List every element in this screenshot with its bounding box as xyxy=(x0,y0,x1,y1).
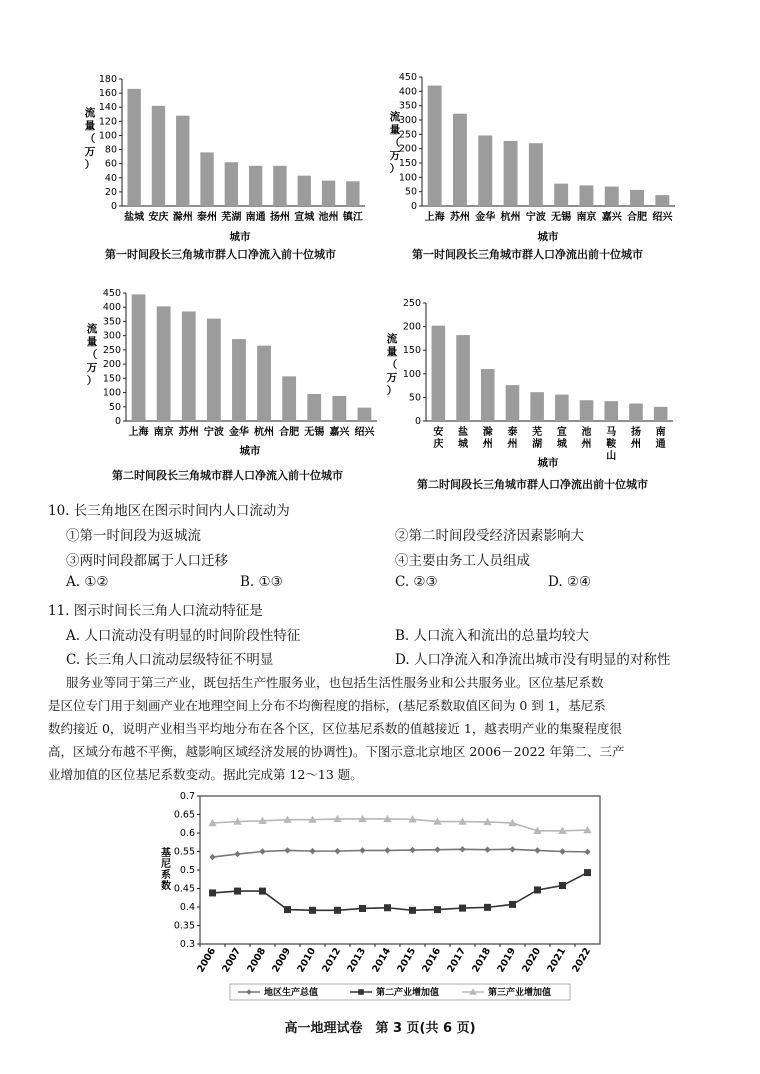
q11-option-d[interactable]: D. 人口净流入和净流出城市没有明显的对称性 xyxy=(395,652,671,668)
x-tick-label-char: 州 xyxy=(630,439,641,450)
series-line xyxy=(213,849,588,857)
y-axis-label-char: （ xyxy=(386,359,398,371)
y-axis-label-char: 流 xyxy=(389,111,401,123)
x-tick-label: 2014 xyxy=(370,946,394,975)
bar xyxy=(629,404,643,421)
y-axis-label-char: 基 xyxy=(161,848,171,859)
x-tick-label-char: 山 xyxy=(606,451,617,462)
x-tick-label-char: 滁 xyxy=(482,427,493,438)
x-tick-label: 宁波 xyxy=(525,212,546,223)
y-axis-label-char: （ xyxy=(84,133,96,145)
marker-square xyxy=(234,888,241,895)
y-axis-label-char: 量 xyxy=(84,120,96,132)
x-tick-label-char: 通 xyxy=(655,439,666,450)
q11-option-a[interactable]: A. 人口流动没有明显的时间阶段性特征 xyxy=(66,628,301,644)
bar xyxy=(580,400,594,421)
marker-square xyxy=(484,904,491,911)
bar-chart-3-caption: 第二时间段长三角城市群人口净流入前十位城市 xyxy=(112,469,343,482)
x-axis-label: 城市 xyxy=(239,445,261,457)
y-tick-label: 350 xyxy=(102,316,121,328)
bar xyxy=(200,152,213,206)
y-tick-label: 200 xyxy=(398,143,417,155)
bar xyxy=(630,190,644,206)
q10-statement-3: ③两时间段都属于人口迁移 xyxy=(66,553,228,569)
y-tick-label: 0.7 xyxy=(179,791,195,802)
x-tick-label-char: 州 xyxy=(507,439,518,450)
bar xyxy=(332,396,346,421)
y-axis-label-char: 万 xyxy=(86,362,98,374)
y-axis-label-char: ） xyxy=(86,375,98,387)
x-tick-label: 金华 xyxy=(228,427,249,438)
bar-chart-1-caption: 第一时间段长三角城市群人口净流入前十位城市 xyxy=(105,248,336,261)
y-tick-label: 250 xyxy=(402,298,421,309)
y-tick-label: 0 xyxy=(110,201,117,212)
bar xyxy=(157,306,171,421)
marker-square xyxy=(534,886,541,893)
bar xyxy=(273,166,286,206)
x-axis-label: 城市 xyxy=(229,231,251,243)
x-tick-label: 滁州 xyxy=(172,212,193,223)
y-tick-label: 0 xyxy=(114,416,121,427)
bar xyxy=(282,376,296,421)
x-tick-label: 南通 xyxy=(245,212,266,223)
bar-chart-4 xyxy=(380,296,680,476)
y-axis-label-char: ） xyxy=(386,385,398,397)
y-tick-label: 50 xyxy=(404,186,417,198)
y-axis-label-char: 流 xyxy=(86,323,98,335)
bar xyxy=(504,141,518,206)
marker-diamond xyxy=(359,847,365,853)
bar xyxy=(182,311,196,421)
q10-option-a[interactable]: A. ①② xyxy=(66,574,109,590)
x-tick-label: 2008 xyxy=(245,946,269,975)
x-tick-label: 2012 xyxy=(320,946,344,975)
marker-diamond xyxy=(484,846,490,852)
x-tick-label: 绍兴 xyxy=(652,212,673,223)
bar xyxy=(655,195,669,206)
x-tick-label: 2007 xyxy=(220,946,244,975)
x-tick-label: 宣城 xyxy=(294,212,315,223)
marker-square xyxy=(434,906,441,913)
bar xyxy=(428,86,442,206)
bar xyxy=(152,106,165,206)
x-tick-label: 苏州 xyxy=(449,212,470,223)
x-tick-label: 2019 xyxy=(495,946,519,975)
marker-diamond xyxy=(209,854,215,860)
bar xyxy=(176,116,189,206)
y-tick-label: 0.3 xyxy=(179,939,195,950)
bar xyxy=(132,294,146,421)
bar xyxy=(478,135,492,206)
y-axis-label-char: （ xyxy=(389,137,401,149)
y-tick-label: 160 xyxy=(98,88,117,100)
marker-square xyxy=(459,905,466,912)
bar xyxy=(232,339,246,421)
y-tick-label: 0 xyxy=(410,201,417,212)
marker-square xyxy=(384,904,391,911)
q10-option-d[interactable]: D. ②④ xyxy=(548,574,592,590)
y-axis-label-char: 量 xyxy=(386,346,398,358)
bar xyxy=(127,89,140,206)
x-tick-label: 2015 xyxy=(395,946,419,975)
y-tick-label: 0.5 xyxy=(179,865,195,876)
plot-frame xyxy=(200,796,600,944)
q10-option-b[interactable]: B. ①③ xyxy=(240,574,283,590)
x-tick-label-char: 盐 xyxy=(458,427,469,438)
y-axis-label-char: ） xyxy=(84,159,96,171)
y-tick-label: 0.65 xyxy=(173,809,195,821)
passage-line: 高，区域分布越不平衡，越影响区域经济发展的协调性)。下图示意北京地区 2006－2022 年第二、三产 xyxy=(48,744,625,759)
x-axis-label: 城市 xyxy=(537,231,559,243)
passage-line: 业增加值的区位基尼系数变动。据此完成第 12～13 题。 xyxy=(48,767,363,782)
y-axis-label-char: 系 xyxy=(161,870,171,881)
q10-statement-4: ④主要由务工人员组成 xyxy=(395,553,530,569)
x-axis-label: 城市 xyxy=(537,457,559,469)
y-axis-label-char: ） xyxy=(389,163,401,175)
marker-square xyxy=(309,907,316,914)
y-tick-label: 0.6 xyxy=(179,828,195,839)
bar xyxy=(307,394,321,421)
legend-label: 地区生产总值 xyxy=(264,988,319,998)
x-tick-label-char: 扬 xyxy=(630,427,641,438)
marker-diamond xyxy=(409,847,415,853)
x-tick-label: 2020 xyxy=(520,946,544,975)
marker-diamond xyxy=(259,848,265,854)
marker-diamond xyxy=(284,847,290,853)
x-tick-label: 盐城 xyxy=(124,212,145,223)
bar-chart-2 xyxy=(380,70,680,250)
q11-option-c[interactable]: C. 长三角人口流动层级特征不明显 xyxy=(66,652,274,668)
y-tick-label: 450 xyxy=(398,72,417,83)
y-tick-label: 400 xyxy=(102,302,121,314)
y-axis-label-char: 万 xyxy=(386,372,398,384)
x-tick-label: 2010 xyxy=(295,946,319,975)
marker-diamond xyxy=(509,846,515,852)
y-tick-label: 250 xyxy=(398,129,417,141)
y-tick-label: 0.4 xyxy=(179,902,195,913)
marker-diamond xyxy=(309,848,315,854)
bar xyxy=(605,187,619,206)
bar xyxy=(225,162,238,206)
bar-chart-4-caption: 第二时间段长三角城市群人口净流出前十位城市 xyxy=(417,478,648,491)
marker-square xyxy=(259,888,266,895)
marker-square xyxy=(584,869,591,876)
x-tick-label: 宁波 xyxy=(203,427,224,438)
y-tick-label: 300 xyxy=(398,115,417,126)
bar xyxy=(530,392,544,421)
q10-statement-1: ①第一时间段为返城流 xyxy=(66,528,201,544)
bar xyxy=(554,184,568,206)
legend-label: 第二产业增加值 xyxy=(376,988,440,998)
passage-line: 服务业等同于第三产业，既包括生产性服务业，也包括生活性服务业和公共服务业。区位基尼系数 xyxy=(66,675,604,690)
y-tick-label: 140 xyxy=(98,102,117,114)
bar-chart-2-caption: 第一时间段长三角城市群人口净流出前十位城市 xyxy=(412,248,643,261)
bar xyxy=(346,181,359,206)
y-tick-label: 0.55 xyxy=(173,846,195,858)
y-axis-label-char: 万 xyxy=(84,146,96,158)
x-tick-label: 2017 xyxy=(445,946,469,975)
bar xyxy=(579,185,593,206)
x-tick-label: 2021 xyxy=(545,946,569,975)
marker-diamond xyxy=(246,989,252,995)
y-tick-label: 400 xyxy=(398,86,417,98)
bar xyxy=(432,326,446,421)
marker-square xyxy=(559,882,566,889)
y-tick-label: 0.35 xyxy=(173,920,195,932)
x-tick-label: 2006 xyxy=(195,946,219,975)
y-tick-label: 200 xyxy=(102,359,121,371)
y-axis-label-char: 万 xyxy=(389,150,401,162)
marker-square xyxy=(509,901,516,908)
q11-option-b[interactable]: B. 人口流入和流出的总量均较大 xyxy=(395,628,590,644)
x-tick-label: 泰州 xyxy=(197,212,218,223)
x-tick-label: 扬州 xyxy=(269,212,290,223)
x-tick-label-char: 安 xyxy=(433,427,444,438)
bar xyxy=(453,114,467,206)
y-axis-label-char: 量 xyxy=(86,336,98,348)
x-tick-label-char: 州 xyxy=(482,439,493,450)
bar xyxy=(298,176,311,206)
y-tick-label: 100 xyxy=(398,172,417,184)
y-tick-label: 60 xyxy=(104,158,117,170)
marker-diamond xyxy=(334,848,340,854)
x-tick-label: 无锡 xyxy=(551,212,572,223)
passage-line: 数约接近 0，说明产业相当平均地分布在各个区，区位基尼系数的值越接近 1，越表明产业的集聚程度很 xyxy=(48,721,622,736)
y-axis-label-char: 量 xyxy=(389,124,401,136)
x-tick-label: 合肥 xyxy=(279,427,300,438)
x-tick-label-char: 州 xyxy=(581,439,592,450)
bar-chart-3 xyxy=(80,288,380,458)
y-tick-label: 50 xyxy=(108,401,121,413)
y-tick-label: 80 xyxy=(104,144,117,156)
bar xyxy=(257,346,271,421)
x-tick-label-char: 城 xyxy=(556,439,567,450)
bar xyxy=(506,385,520,421)
marker-diamond xyxy=(459,846,465,852)
x-tick-label: 安庆 xyxy=(148,212,169,223)
x-tick-label: 南京 xyxy=(153,427,174,438)
y-tick-label: 450 xyxy=(102,288,121,299)
marker-diamond xyxy=(384,847,390,853)
y-tick-label: 200 xyxy=(402,321,421,333)
marker-diamond xyxy=(584,849,590,855)
marker-square xyxy=(409,907,416,914)
bar xyxy=(249,166,262,206)
q10-option-c[interactable]: C. ②③ xyxy=(395,574,438,590)
y-tick-label: 150 xyxy=(402,345,421,357)
x-tick-label: 2018 xyxy=(470,946,494,975)
y-axis-label-char: （ xyxy=(86,349,98,361)
y-tick-label: 50 xyxy=(408,392,421,404)
x-tick-label: 杭州 xyxy=(500,212,521,223)
x-tick-label: 苏州 xyxy=(178,427,199,438)
x-tick-label-char: 宣 xyxy=(556,427,567,438)
y-axis-label-char: 尼 xyxy=(161,859,171,870)
passage xyxy=(48,671,716,786)
y-tick-label: 100 xyxy=(402,368,421,380)
bar xyxy=(529,143,543,206)
x-tick-label: 2013 xyxy=(345,946,369,975)
marker-diamond xyxy=(434,846,440,852)
x-tick-label: 2009 xyxy=(270,946,294,975)
x-tick-label-char: 湖 xyxy=(532,439,543,450)
x-tick-label: 上海 xyxy=(128,427,149,438)
marker-square xyxy=(284,906,291,913)
y-tick-label: 20 xyxy=(104,186,117,198)
x-tick-label-char: 池 xyxy=(581,427,592,438)
y-tick-label: 0 xyxy=(414,416,421,427)
marker-diamond xyxy=(234,851,240,857)
x-tick-label: 嘉兴 xyxy=(601,212,622,223)
x-tick-label: 无锡 xyxy=(304,427,325,438)
legend-label: 第三产业增加值 xyxy=(488,988,552,998)
y-tick-label: 250 xyxy=(102,344,121,356)
y-tick-label: 350 xyxy=(398,100,417,112)
marker-square xyxy=(359,905,366,912)
x-tick-label: 合肥 xyxy=(627,212,648,223)
marker-square xyxy=(358,989,364,995)
y-tick-label: 120 xyxy=(98,116,117,128)
x-tick-label: 池州 xyxy=(318,212,339,223)
series-line xyxy=(213,819,588,831)
x-tick-label: 嘉兴 xyxy=(329,427,350,438)
x-tick-label: 2016 xyxy=(420,946,444,975)
bar-chart-1 xyxy=(80,70,380,250)
x-tick-label: 南京 xyxy=(576,212,597,223)
bar xyxy=(358,408,372,421)
q10-stem: 10. 长三角地区在图示时间内人口流动为 xyxy=(48,503,290,519)
marker-diamond xyxy=(559,848,565,854)
q10-statement-2: ②第二时间段受经济因素影响大 xyxy=(395,528,584,544)
marker-square xyxy=(334,907,341,914)
y-tick-label: 150 xyxy=(398,158,417,169)
gini-line-chart xyxy=(150,786,620,1001)
marker-diamond xyxy=(534,847,540,853)
passage-line: 是区位专门用于刻画产业在地理空间上分布不均衡程度的指标，(基尼系数取值区间为 0 到 1，基尼系 xyxy=(48,698,606,713)
bar xyxy=(207,319,221,421)
x-tick-label: 金华 xyxy=(475,212,496,223)
y-tick-label: 100 xyxy=(102,387,121,399)
q11-stem: 11. 图示时间长三角人口流动特征是 xyxy=(48,603,263,619)
y-tick-label: 180 xyxy=(98,74,117,85)
x-tick-label: 芜湖 xyxy=(221,212,242,223)
x-tick-label-char: 马 xyxy=(606,427,617,438)
page-footer: 高一地理试卷 第 3 页(共 6 页) xyxy=(284,1021,476,1036)
bar xyxy=(322,181,335,206)
x-tick-label-char: 庆 xyxy=(433,439,444,450)
y-tick-label: 0.45 xyxy=(173,883,195,895)
y-tick-label: 40 xyxy=(104,172,117,184)
marker-square xyxy=(209,889,216,896)
x-tick-label: 杭州 xyxy=(254,427,275,438)
y-axis-label-char: 数 xyxy=(161,881,171,892)
y-tick-label: 150 xyxy=(102,373,121,385)
x-tick-label-char: 芜 xyxy=(532,427,543,438)
x-tick-label-char: 泰 xyxy=(507,427,518,438)
x-tick-label-char: 城 xyxy=(458,439,469,450)
series-line xyxy=(213,873,588,911)
x-tick-label: 绍兴 xyxy=(354,427,375,438)
x-tick-label-char: 南 xyxy=(655,427,666,438)
y-tick-label: 100 xyxy=(98,130,117,142)
y-axis-label-char: 流 xyxy=(386,333,398,345)
bar xyxy=(555,395,569,421)
y-axis-label-char: 流 xyxy=(84,107,96,119)
bar xyxy=(456,335,470,421)
x-tick-label: 2022 xyxy=(570,946,594,975)
bar xyxy=(604,401,618,421)
x-tick-label-char: 鞍 xyxy=(606,439,617,450)
bar xyxy=(654,407,668,421)
bar xyxy=(481,369,495,421)
x-tick-label: 上海 xyxy=(424,212,445,223)
y-tick-label: 300 xyxy=(102,330,121,342)
x-tick-label: 镇江 xyxy=(342,212,363,223)
